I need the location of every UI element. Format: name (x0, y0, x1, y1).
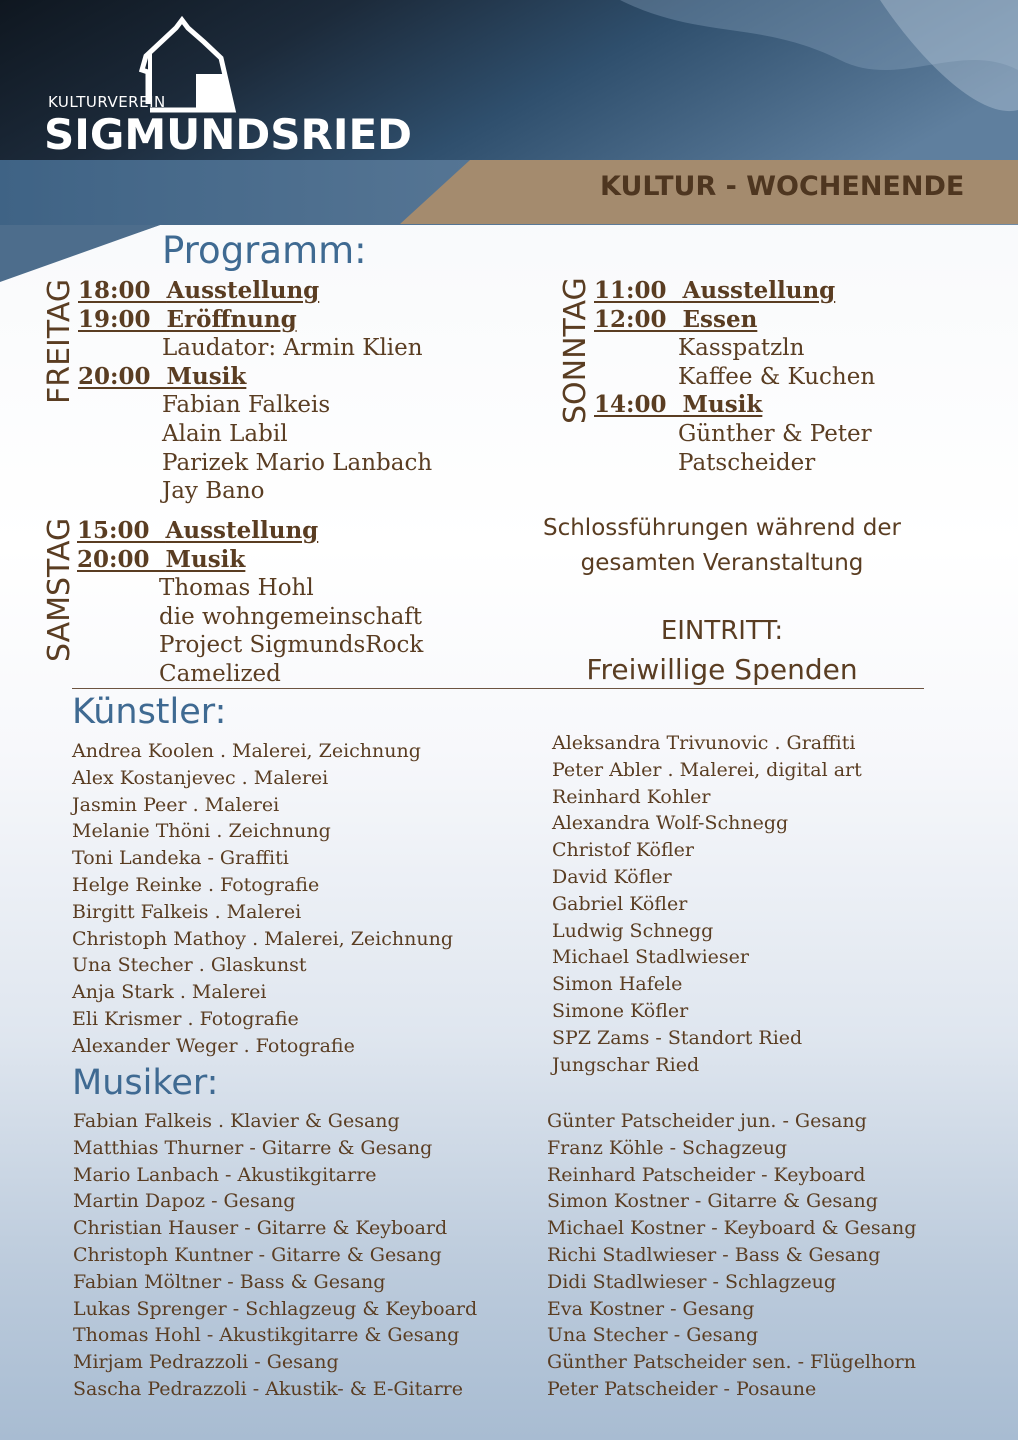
list-item: Thomas Hohl - Akustikgitarre & Gesang (73, 1324, 460, 1347)
schedule-line (78, 420, 288, 449)
list-item: Anja Stark . Malerei (72, 981, 267, 1004)
schedule-line (78, 306, 297, 335)
list-item: Eli Krismer . Fotografie (72, 1007, 299, 1030)
schedule-detail: Jay Bano (162, 478, 265, 505)
schedule-line (594, 334, 804, 363)
schedule-item: Musik (165, 545, 246, 573)
schedule-item: Musik (682, 391, 763, 419)
schedule-detail: Patscheider (678, 449, 816, 476)
list-item: Günter Patscheider jun. - Gesang (547, 1110, 867, 1132)
schedule-detail: Fabian Falkeis (162, 392, 331, 419)
musicians-list-right (547, 1108, 916, 1403)
list-item: Jasmin Peer . Malerei (72, 793, 280, 816)
musicians-list-left (73, 1108, 477, 1403)
artists-list-right (552, 730, 862, 1078)
schedule-line (77, 660, 281, 689)
list-item: Christoph Kuntner - Gitarre & Gesang (73, 1243, 442, 1266)
list-item: Mario Lanbach - Akustikgitarre (73, 1163, 377, 1186)
list-item: Mirjam Pedrazzoli - Gesang (73, 1351, 339, 1374)
list-item: Ludwig Schnegg (552, 919, 714, 942)
entry-value: Freiwillige Spenden (586, 653, 858, 686)
org-name: SIGMUNDSRIED (44, 110, 413, 159)
list-item: Sascha Pedrazzoli - Akustik- & E-Gitarre (73, 1377, 463, 1400)
schedule-item: Musik (166, 362, 247, 390)
event-title: KULTUR - WOCHENENDE (600, 171, 965, 202)
program-heading: Programm: (162, 229, 367, 272)
schedule-detail: Thomas Hohl (159, 575, 314, 602)
schedule-detail: Laudator: Armin Klien (162, 335, 423, 362)
schedule-line (77, 574, 314, 603)
artists-heading: Künstler: (72, 692, 227, 732)
list-item: Simon Kostner - Gitarre & Gesang (547, 1190, 878, 1213)
schedule-line (78, 363, 246, 392)
list-item: Gabriel Köfler (552, 892, 688, 915)
schedule-line (78, 449, 432, 478)
list-item: Christof Köfler (552, 839, 694, 862)
schedule-detail: Parizek Mario Lanbach (162, 449, 433, 476)
list-item: Peter Patscheider - Posaune (547, 1377, 817, 1400)
tours-line-1: Schlossführungen während der (542, 515, 902, 541)
schedule-detail: Alain Labil (162, 421, 288, 447)
schedule-detail: Kaffee & Kuchen (678, 363, 876, 390)
schedule-time: 19:00 (78, 305, 167, 333)
list-item: Franz Köhle - Schagzeug (547, 1136, 788, 1159)
day-label-friday: FREITAG (42, 278, 77, 404)
tours-line-2: gesamten Veranstaltung (580, 550, 864, 576)
section-divider (72, 688, 924, 689)
schedule-time: 20:00 (78, 362, 167, 390)
list-item: Reinhard Kohler (552, 785, 711, 808)
schedule-line (594, 449, 815, 478)
list-item: Peter Abler . Malerei, digital art (552, 758, 862, 781)
schedule-item: Ausstellung (166, 277, 320, 304)
schedule-detail: Camelized (159, 661, 281, 687)
schedule-detail: Günther & Peter (678, 421, 872, 447)
list-item: Melanie Thöni . Zeichnung (72, 820, 331, 843)
day-label-saturday: SAMSTAG (42, 517, 77, 662)
org-subtitle: KULTURVEREIN (48, 93, 166, 111)
schedule-line (78, 391, 330, 420)
schedule-time: 12:00 (594, 305, 683, 333)
list-item: SPZ Zams - Standort Ried (552, 1026, 803, 1049)
schedule-line (78, 334, 423, 363)
list-item: Fabian Möltner - Bass & Gesang (73, 1270, 386, 1293)
list-item: Richi Stadlwieser - Bass & Gesang (547, 1243, 881, 1266)
schedule-line (77, 603, 422, 632)
list-item: Andrea Koolen . Malerei, Zeichnung (72, 740, 421, 762)
schedule-line (594, 363, 875, 392)
musicians-heading: Musiker: (72, 1063, 219, 1103)
schedule-line (78, 477, 265, 506)
schedule-time: 20:00 (77, 545, 166, 573)
schedule-line (77, 546, 245, 575)
schedule-line (78, 277, 319, 306)
list-item: Birgitt Falkeis . Malerei (72, 900, 302, 923)
schedule-line (77, 631, 423, 660)
list-item: Lukas Sprenger - Schlagzeug & Keyboard (73, 1297, 478, 1320)
list-item: Alex Kostanjevec . Malerei (72, 766, 329, 789)
artists-list-left (72, 738, 453, 1060)
schedule-time: 18:00 (78, 277, 167, 304)
list-item: Michael Stadlwieser (552, 946, 749, 969)
day-label-sunday: SONNTAG (558, 277, 593, 424)
schedule-line (594, 306, 757, 335)
schedule-detail: Project SigmundsRock (159, 632, 424, 659)
list-item: Eva Kostner - Gesang (547, 1297, 755, 1320)
list-item: Una Stecher . Glaskunst (72, 954, 307, 977)
list-item: Reinhard Patscheider - Keyboard (547, 1163, 866, 1186)
list-item: Christian Hauser - Gitarre & Keyboard (73, 1217, 448, 1240)
list-item: Aleksandra Trivunovic . Graffiti (552, 732, 856, 754)
schedule-time: 14:00 (594, 391, 683, 419)
schedule-time: 15:00 (77, 517, 166, 544)
list-item: Toni Landeka - Graffiti (72, 847, 289, 870)
list-item: David Köfler (552, 865, 672, 888)
entry-label: EINTRITT: (660, 616, 784, 646)
list-item: Matthias Thurner - Gitarre & Gesang (73, 1136, 433, 1159)
list-item: Günther Patscheider sen. - Flügelhorn (547, 1351, 917, 1374)
schedule-item: Eröffnung (166, 305, 297, 333)
list-item: Alexandra Wolf-Schnegg (552, 812, 789, 835)
list-item: Michael Kostner - Keyboard & Gesang (547, 1217, 917, 1240)
schedule-line (594, 391, 762, 420)
list-item: Una Stecher - Gesang (547, 1324, 759, 1347)
list-item: Alexander Weger . Fotografie (72, 1034, 355, 1057)
schedule-line (594, 277, 835, 306)
schedule-detail: Kasspatzln (678, 335, 805, 362)
schedule-line (594, 420, 872, 449)
list-item: Martin Dapoz - Gesang (73, 1190, 296, 1213)
schedule-item: Ausstellung (682, 277, 836, 304)
list-item: Didi Stadlwieser - Schlagzeug (547, 1270, 837, 1293)
list-item: Simon Hafele (552, 973, 683, 996)
list-item: Simone Köfler (552, 999, 689, 1022)
list-item: Fabian Falkeis . Klavier & Gesang (73, 1110, 400, 1132)
list-item: Jungschar Ried (552, 1053, 700, 1076)
schedule-item: Essen (682, 305, 758, 333)
list-item: Christoph Mathoy . Malerei, Zeichnung (72, 927, 454, 950)
list-item: Helge Reinke . Fotografie (72, 873, 320, 896)
schedule-detail: die wohngemeinschaft (159, 603, 423, 630)
schedule-item: Ausstellung (165, 517, 319, 544)
schedule-line (77, 517, 318, 546)
schedule-time: 11:00 (594, 277, 683, 304)
